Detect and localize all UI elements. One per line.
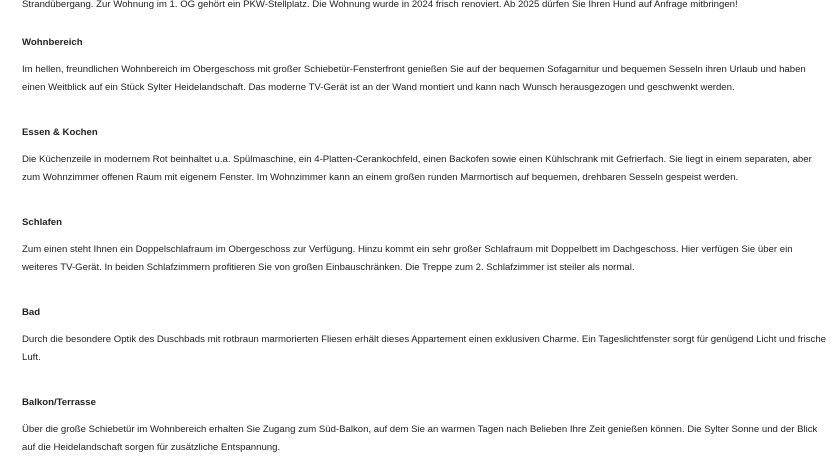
- section-text: Im hellen, freundlichen Wohnbereich im Obergeschoss mit großer Schiebetür-Fensterfront genießen Sie auf der bequemen Sofagarnitur und bequemen Sesseln ihren Urlaub und haben einen Weitblick auf ein Stück Sylter Heidelandschaft. Das moderne TV-Gerät ist an der Wand montiert und kann nach Wunsch herausgezogen und geschwenkt werden.: [22, 64, 806, 93]
- section-wohnbereich: [22, 34, 826, 97]
- section-heading: Essen & Kochen: [22, 127, 98, 138]
- section-heading: Balkon/Terrasse: [22, 397, 96, 408]
- section-text: Durch die besondere Optik des Duschbads mit rotbraun marmorierten Fliesen erhält dieses Appartement einen exklusiven Charme. Ein Tageslichtfenster sorgt für genügend Licht und frische Luft.: [22, 334, 826, 363]
- section-heading: Wohnbereich: [22, 37, 83, 48]
- section-text: Über die große Schiebetür im Wohnbereich erhalten Sie Zugang zum Süd-Balkon, auf dem Sie an warmen Tagen nach Belieben Ihre Zeit genießen können. Die Sylter Sonne und der Blick auf die Heidelandschaft sorgen für zusätzliche Entspannung.: [22, 424, 818, 453]
- section-text: Zum einen steht Ihnen ein Doppelschlafraum im Obergeschoss zur Verfügung. Hinzu kommt ein sehr großer Schlafraum mit Doppelbett im Dachgeschoss. Hier verfügen Sie über ein weiteres TV-Gerät. In beiden Schlafzimmern profitieren Sie von großen Einbauschränken. Die Treppe zum 2. Schlafzimmer ist steiler als normal.: [22, 244, 793, 273]
- section-bad: [22, 304, 826, 367]
- section-heading: Bad: [22, 307, 41, 318]
- section-balkon-terrasse: [22, 394, 826, 457]
- section-schlafen: [22, 214, 826, 277]
- section-heading: Schlafen: [22, 217, 62, 228]
- intro-text: Strandübergang. Zur Wohnung im 1. OG gehört ein PKW-Stellplatz. Die Wohnung wurde in 2024 frisch renoviert. Ab 2025 dürfen Sie Ihren Hund auf Anfrage mitbringen!: [22, 0, 738, 10]
- listing-description: [22, 0, 826, 457]
- section-text: Die Küchenzeile in modernem Rot beinhaltet u.a. Spülmaschine, ein 4-Platten-Cerankochfeld, einen Backofen sowie einen Kühlschrank mit Gefrierfach. Sie liegt in einem separaten, aber zum Wohnzimmer offenen Raum mit eigenem Fenster. Im Wohnzimmer kann an einem großen runden Marmortisch auf bequemen, drehbaren Sesseln gespeist werden.: [22, 154, 812, 183]
- section-essen-kochen: [22, 124, 826, 187]
